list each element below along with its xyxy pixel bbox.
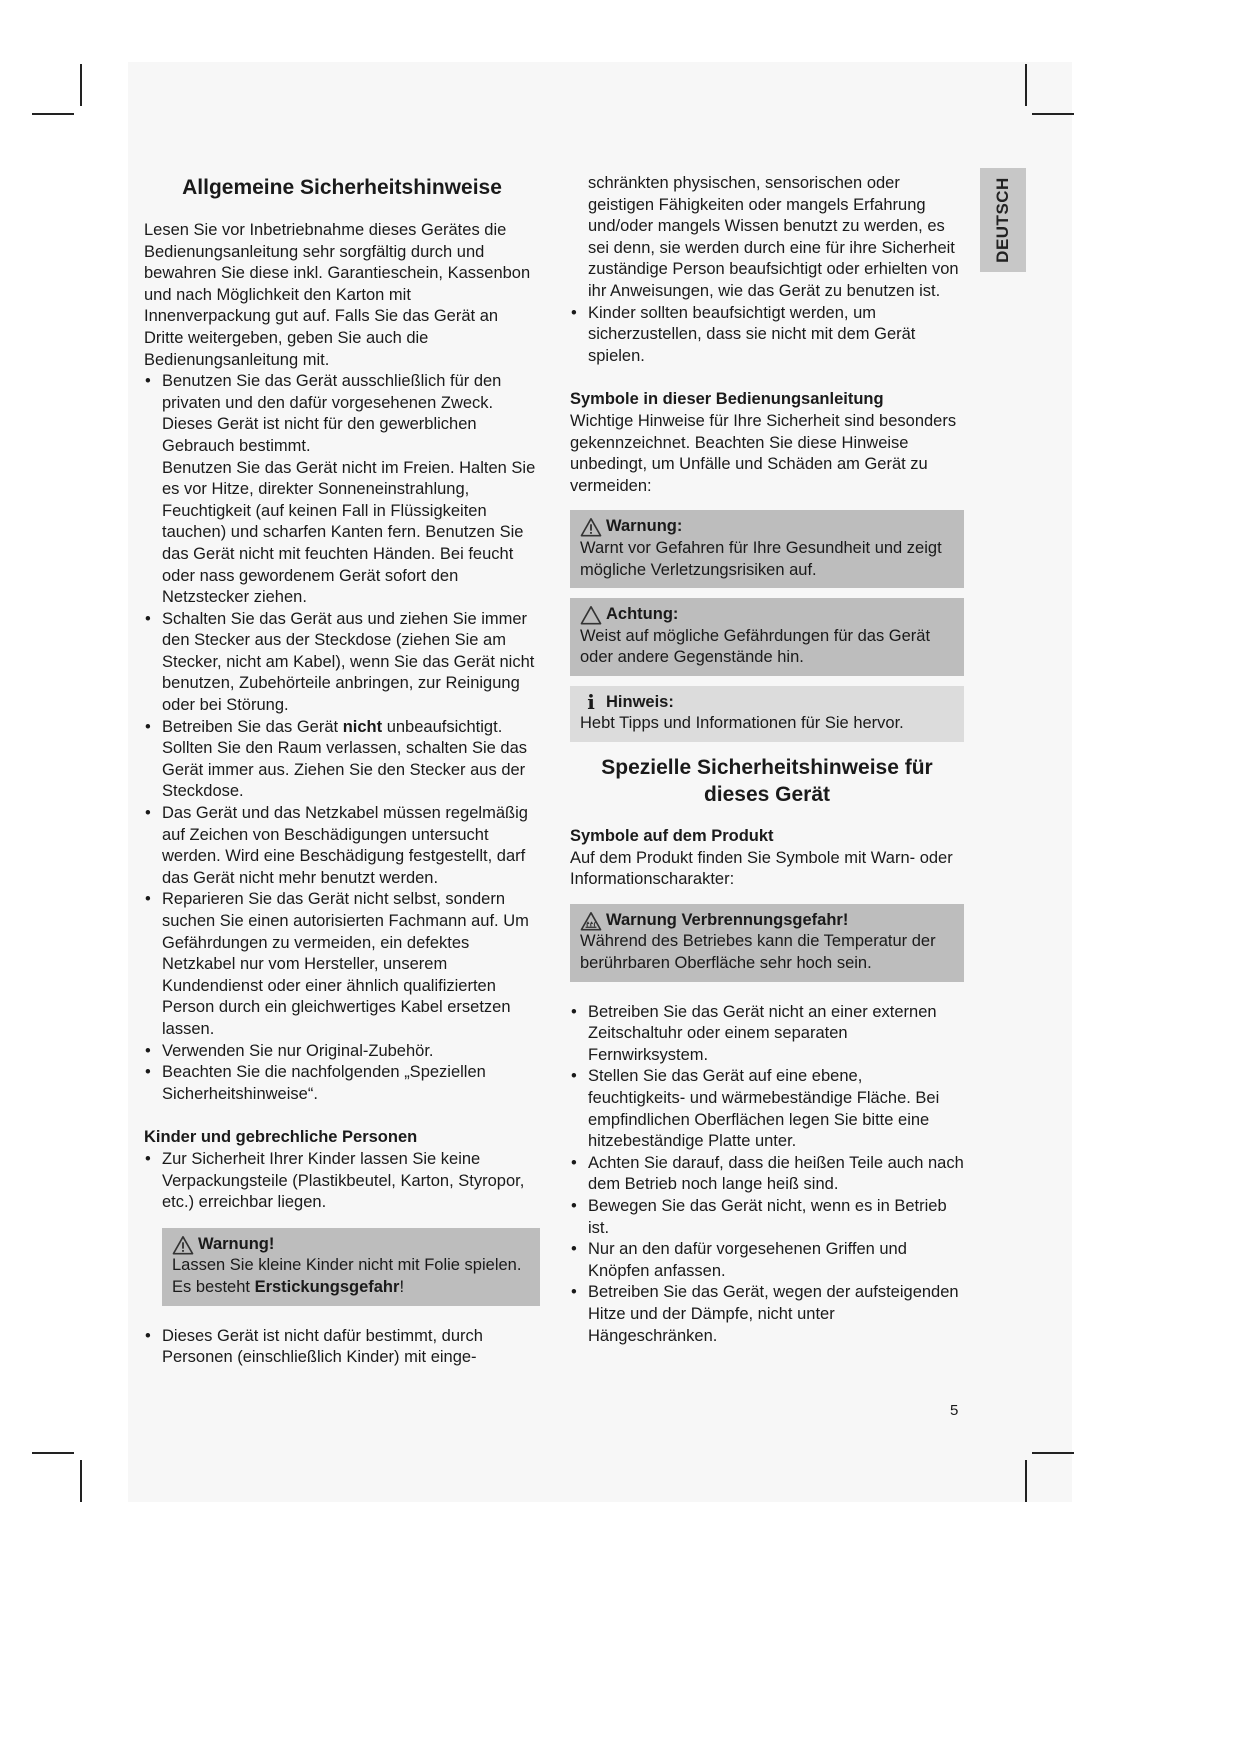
list-item: • Stellen Sie das Gerät auf eine ebene, feuchtigkeits- und wärmebeständige Fläche. Bei empfindlichen Oberflächen legen Sie bitte eine hitzebeständige Platte unter. <box>570 1066 964 1152</box>
crop-mark <box>32 113 74 115</box>
crop-mark <box>1025 1460 1027 1502</box>
symbol-box-text: Während des Betriebes kann die Temperatur der berührbaren Oberfläche sehr hoch sein. <box>580 932 936 973</box>
children-list <box>144 1326 540 1369</box>
crop-mark <box>1032 1452 1074 1454</box>
section-heading-general: Allgemeine Sicherheitshinweise <box>182 176 502 199</box>
page-number: 5 <box>950 1402 959 1419</box>
right-column <box>570 173 964 1347</box>
crop-mark <box>80 64 82 106</box>
list-item: • Betreiben Sie das Gerät, wegen der aufsteigenden Hitze und der Dämpfe, nicht unter Hängeschränken. <box>570 1282 964 1347</box>
list-item: • Zur Sicherheit Ihrer Kinder lassen Sie keine Verpackungsteile (Plastikbeutel, Karton, Styropor, etc.) erreichbar liegen. <box>144 1149 540 1214</box>
symbol-box-text: Warnt vor Gefahren für Ihre Gesundheit und zeigt mögliche Verletzungsrisiken auf. <box>580 538 942 579</box>
symbols-paragraph: Wichtige Hinweise für Ihre Sicherheit sind besonders gekennzeichnet. Beachten Sie diese Hinweise unbedingt, um Unfälle und Schäden am Gerät zu vermeiden: <box>570 411 957 495</box>
hot-surface-warning-icon <box>580 911 602 931</box>
subheading-symbols: Symbole in dieser Bedienungsanleitung <box>570 390 884 409</box>
special-safety-list <box>570 1002 964 1348</box>
symbol-box-title: Warnung Verbrennungsgefahr! <box>606 910 849 929</box>
list-item: • Achten Sie darauf, dass die heißen Teile auch nach dem Betrieb noch lange heiß sind. <box>570 1153 964 1196</box>
list-item: • Bewegen Sie das Gerät nicht, wenn es in Betrieb ist. <box>570 1196 964 1239</box>
subheading-product-symbols: Symbole auf dem Produkt <box>570 827 774 846</box>
list-item: • Verwenden Sie nur Original-Zubehör. <box>144 1041 540 1063</box>
product-symbols-paragraph: Auf dem Produkt finden Sie Symbole mit Warn- oder Informationscharakter: <box>570 848 953 889</box>
general-safety-list <box>144 371 540 457</box>
symbol-box-burn-warning <box>570 904 964 982</box>
caution-triangle-icon <box>580 605 602 625</box>
crop-mark <box>1032 113 1074 115</box>
intro-paragraph: Lesen Sie vor Inbetriebnahme dieses Gerätes die Bedienungsanleitung sehr sorgfältig durch und bewahren Sie diese inkl. Garantieschein, Kassenbon und nach Möglichkeit den Karton mit Innenverpackung gut auf. Falls Sie das Gerät an Dritte weitergeben, geben Sie auch die Bedienungsanleitung mit. <box>144 221 531 369</box>
crop-mark <box>80 1460 82 1502</box>
language-tab-label: DEUTSCH <box>993 177 1012 263</box>
general-safety-list <box>144 609 540 1106</box>
list-item: • Kinder sollten beaufsichtigt werden, um sicherzustellen, dass sie nicht mit dem Gerät spielen. <box>570 303 964 368</box>
list-item: • Dieses Gerät ist nicht dafür bestimmt, durch Personen (einschließlich Kinder) mit einge- <box>144 1326 540 1369</box>
symbol-box-warning <box>570 510 964 588</box>
children-list-continued <box>570 303 964 368</box>
warning-box-title: Warnung! <box>172 1234 530 1256</box>
symbol-box-title: Achtung: <box>606 605 679 624</box>
list-item: • Schalten Sie das Gerät aus und ziehen Sie immer den Stecker aus der Steckdose (ziehen Sie am Stecker, nicht am Kabel), wenn Sie das Gerät nicht benutzen, Zubehörteile anbringen, zur Reinigung oder bei Störung. <box>144 609 540 717</box>
warning-triangle-icon <box>172 1235 194 1255</box>
left-column <box>144 168 540 1369</box>
emphasis-text: nicht <box>342 717 383 736</box>
list-item: • Das Gerät und das Netzkabel müssen regelmäßig auf Zeichen von Beschädigungen untersucht werden. Wird eine Beschädigung festgestellt, darf das Gerät nicht mehr benutzt werden. <box>144 803 540 889</box>
children-list <box>144 1149 540 1214</box>
list-item-continuation: Benutzen Sie das Gerät nicht im Freien. Halten Sie es vor Hitze, direkter Sonneneinstrahlung, Feuchtigkeit (auf keinen Fall in Flüssigkeiten tauchen) und scharfen Kanten fern. Benutzen Sie das Gerät nicht mit feuchten Händen. Bei feucht oder nass gewordenem Gerät sofort den Netzstecker ziehen. <box>162 458 536 607</box>
warning-box-text: Lassen Sie kleine Kinder nicht mit Folie spielen. Es besteht Erstickungsgefahr! <box>172 1256 522 1296</box>
continued-text: schränkten physischen, sensorischen oder geistigen Fähigkeiten oder mangels Erfahrung und/oder mangels Wissen benutzt zu werden, es sei denn, sie werden durch eine für ihre Sicherheit zuständige Person beaufsichtigt oder erhielten von ihr Anweisungen, wie das Gerät zu benutzen ist. <box>588 174 959 300</box>
warning-triangle-icon <box>580 517 602 537</box>
crop-mark <box>32 1452 74 1454</box>
crop-mark <box>1025 64 1027 106</box>
subheading-children: Kinder und gebrechliche Personen <box>144 1128 418 1147</box>
section-heading-special: Spezielle Sicherheitshinweise für dieses Gerät <box>601 756 933 807</box>
list-item: • Betreiben Sie das Gerät nicht an einer externen Zeitschaltuhr oder einem separaten Fernwirksystem. <box>570 1002 964 1067</box>
list-item: • Betreiben Sie das Gerät nicht unbeaufsichtigt. Sollten Sie den Raum verlassen, schalten Sie das Gerät immer aus. Ziehen Sie den Stecker aus der Steckdose. <box>144 717 540 803</box>
symbol-box-caution <box>570 598 964 676</box>
symbol-box-note <box>570 686 964 742</box>
list-item: • Nur an den dafür vorgesehenen Griffen und Knöpfen anfassen. <box>570 1239 964 1282</box>
list-item: • Beachten Sie die nachfolgenden „Speziellen Sicherheitshinweise“. <box>144 1062 540 1105</box>
symbol-box-text: Weist auf mögliche Gefährdungen für das Gerät oder andere Gegenstände hin. <box>580 626 931 667</box>
warning-box-suffocation <box>162 1228 540 1306</box>
symbol-box-title: Warnung: <box>606 517 683 536</box>
symbol-box-title: Hinweis: <box>606 692 674 711</box>
list-item: • Reparieren Sie das Gerät nicht selbst, sondern suchen Sie einen autorisierten Fachmann auf. Um Gefährdungen zu vermeiden, ein defektes Netzkabel nur vom Hersteller, unserem Kundendienst oder einer ähnlich qualifizierten Person durch ein gleichwertiges Kabel ersetzen lassen. <box>144 889 540 1040</box>
list-item: • Benutzen Sie das Gerät ausschließlich für den privaten und den dafür vorgesehenen Zweck. Dieses Gerät ist nicht für den gewerblichen Gebrauch bestimmt. <box>144 371 540 457</box>
language-tab <box>980 168 1026 272</box>
symbol-box-text: Hebt Tipps und Informationen für Sie hervor. <box>580 714 904 733</box>
info-icon: i <box>587 689 595 714</box>
